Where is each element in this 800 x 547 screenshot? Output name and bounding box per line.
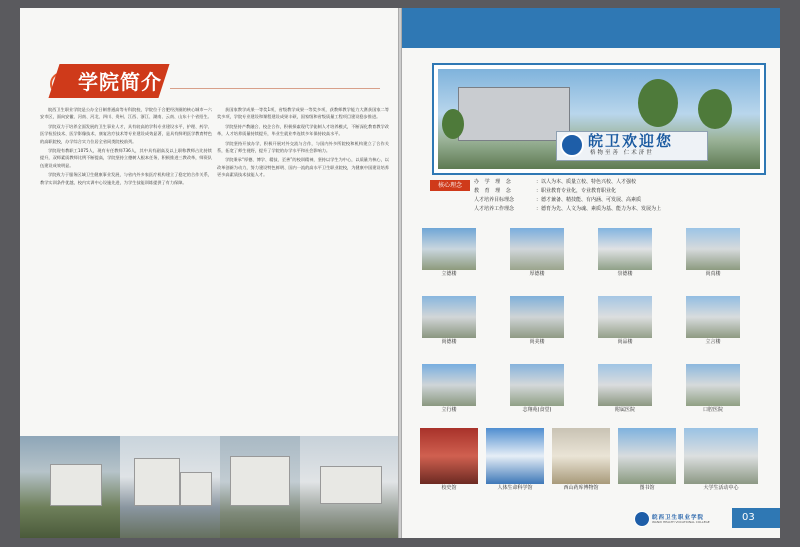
- building-photo: [422, 228, 476, 270]
- philosophy-value: 德才兼备、精技能、有内涵、可发展、高素质: [541, 197, 642, 203]
- tree-shape: [442, 109, 464, 139]
- philosophy-label: 核心理念: [430, 180, 470, 191]
- paragraph: 学院坚持产教融合、校企合作，积极探索现代学徒制人才培养模式，不断深化教育教学改革，人才培养质量持续提升，毕业生就业率连续多年保持较高水平。: [217, 123, 389, 137]
- building-photo: [598, 228, 652, 270]
- footer-college-name: 皖西卫生职业学院: [652, 515, 705, 521]
- philosophy-row: [474, 187, 774, 196]
- philosophy-list: [474, 178, 774, 214]
- facility-photo: [684, 428, 758, 484]
- building-photo: [510, 296, 564, 338]
- philosophy-colon: ：: [536, 188, 542, 194]
- campus-photo: [120, 436, 220, 538]
- building-shape: [320, 466, 382, 504]
- building-shape: [180, 472, 212, 506]
- gallery-item: [686, 364, 740, 412]
- gallery-item: [510, 228, 564, 276]
- philosophy-colon: ：: [536, 179, 542, 185]
- building-photo: [686, 296, 740, 338]
- facility-photo: [552, 428, 610, 484]
- philosophy-key: 人才培养目标理念: [474, 197, 515, 203]
- building-shape: [458, 87, 570, 141]
- gallery-item: [598, 364, 652, 412]
- gallery-caption: 附属医院: [614, 407, 635, 413]
- paragraph: 学院双力于培养全面发展的卫生事业人才，具有较高的学科专业建设水平，护理、药学、医学检验技术、医学影像技术、康复治疗技术等专业建设成效显著，是具有鲜明医学教育特色的高职院校，办学综合实力位居全省同类院校前列。: [40, 123, 212, 144]
- intro-column-1: [40, 106, 212, 188]
- building-shape: [134, 458, 180, 506]
- building-photo: [686, 364, 740, 406]
- building-photo: [422, 296, 476, 338]
- gallery-caption: 立言楼: [705, 339, 721, 345]
- gallery-item: [422, 296, 476, 344]
- facility-item: [618, 428, 676, 500]
- welcome-sign-text: 皖卫欢迎您: [588, 132, 674, 150]
- gallery-caption: 口腔医院: [702, 407, 723, 413]
- paragraph: 获国家教学成果一等奖1项，省级教学成果一等奖多项，获教师教学能力大赛获国家二等奖多项，学院专业建设和课程建设成果丰硕，国家级和省级质量工程项目建设稳步推进。: [217, 107, 389, 120]
- building-photo: [598, 296, 652, 338]
- intro-column-2: [217, 106, 389, 181]
- gallery-caption: 尚德楼: [441, 339, 457, 345]
- header-band: [402, 8, 780, 48]
- gallery-caption: 厚德楼: [529, 271, 545, 277]
- paragraph: 学院坚持开放办学，积极开展对外交流与合作，与国内外多所院校和机构建立了合作关系，拓宽了师生视野，提升了学院的办学水平和社会影响力。: [217, 140, 389, 154]
- hero-photo-frame: [432, 63, 766, 175]
- philosophy-key: 教 育 理 念: [474, 188, 513, 194]
- facility-photo: [486, 428, 544, 484]
- philosophy-value: 职业教育专业化，专业教育职业化: [541, 188, 617, 194]
- building-shape: [230, 456, 290, 506]
- facility-caption: 图书馆: [639, 485, 655, 491]
- gallery-caption: 尚美楼: [529, 339, 545, 345]
- philosophy-row: [474, 178, 774, 187]
- facility-item: [684, 428, 758, 500]
- facility-photo-strip: [402, 428, 780, 500]
- paragraph: 学院致力于服务区域卫生健康事业发展，与省内外多家医疗机构建立了稳定的合作关系，教学实训条件优越，校内实训中心设施先进，为学生技能训练提供了有力保障。: [40, 172, 212, 185]
- gallery-item: [422, 364, 476, 412]
- facility-caption: 校史馆: [441, 485, 457, 491]
- facility-caption: 人体生命科学馆: [497, 485, 533, 491]
- philosophy-value: 德育为先、人文为魂、素质为基、能力为本、发展为上: [541, 206, 662, 212]
- philosophy-row: [474, 196, 774, 205]
- gallery-item: [510, 364, 564, 412]
- gallery-item: [686, 228, 740, 276]
- hero-photo: [438, 69, 760, 169]
- building-photo: [598, 364, 652, 406]
- facility-item: [420, 428, 478, 500]
- tree-shape: [638, 79, 678, 127]
- gallery-item: [598, 296, 652, 344]
- page-title: 学院简介: [78, 70, 162, 94]
- building-shape: [50, 464, 102, 506]
- campus-photo: [220, 436, 300, 538]
- gallery-item: [422, 228, 476, 276]
- college-logo-icon: [634, 511, 650, 527]
- campus-photo: [300, 436, 398, 538]
- facility-caption: 西山药库博物馆: [563, 485, 599, 491]
- gallery-caption: 尚真楼: [705, 271, 721, 277]
- facility-photo: [420, 428, 478, 484]
- philosophy-value: 以人为本、质量立校、特色兴校、人才强校: [541, 179, 637, 185]
- left-page: [20, 8, 398, 538]
- campus-photo-strip: [20, 436, 398, 538]
- building-photo: [422, 364, 476, 406]
- footer-college-english-name: WANXI HEALTH VOCATIONAL COLLEGE: [652, 520, 710, 524]
- college-logo-icon: [560, 133, 584, 157]
- gallery-caption: 志翔苑(食堂): [522, 407, 552, 413]
- gallery-item: [598, 228, 652, 276]
- gallery-caption: 尚品楼: [617, 339, 633, 345]
- facility-caption: 大学生活动中心: [703, 485, 739, 491]
- facility-item: [552, 428, 610, 500]
- gallery-item: [686, 296, 740, 344]
- gallery-caption: 崇德楼: [617, 271, 633, 277]
- philosophy-key: 人才培养工作理念: [474, 206, 515, 212]
- facility-item: [486, 428, 544, 500]
- philosophy-colon: ：: [536, 206, 542, 212]
- paragraph: 皖西卫生职业学院是公办全日制普通高等专科院校，学院位于合肥经济圈的核心城市—六安市区，面向安徽、河南、河北、四川、贵州、江西、浙江、湖南、云南、山东十个省招生。: [40, 107, 212, 120]
- page-number: 03: [732, 508, 780, 528]
- gallery-caption: 立行楼: [441, 407, 457, 413]
- building-photo: [510, 228, 564, 270]
- campus-photo: [20, 436, 120, 538]
- gallery-item: [510, 296, 564, 344]
- title-divider: [170, 88, 380, 89]
- right-page: [402, 8, 780, 538]
- building-photo: [686, 228, 740, 270]
- philosophy-key: 办 学 理 念: [474, 179, 513, 185]
- tree-shape: [698, 89, 732, 129]
- philosophy-colon: ：: [536, 197, 542, 203]
- gallery-caption: 立德楼: [441, 271, 457, 277]
- building-photo: [510, 364, 564, 406]
- facility-photo: [618, 428, 676, 484]
- paragraph: 学院现有教职工1075人，现有专任教师736人，其中具有副高及以上职称教师占比持续提升，双师素质教师比例不断提高，学院坚持立德树人根本任务，积极推进三教改革，师资队伍建设成效明显。: [40, 148, 212, 168]
- welcome-sign-motto: 格物至善 仁术济世: [590, 150, 654, 156]
- paragraph: 学院秉承“厚德、博学、精技、至善”的校训精神，坚持以学生为中心，以质量为核心，以改革创新为动力，努力建设特色鲜明、国内一流的高水平卫生职业院校，为健康中国建设培养更多高素质技术技能人才。: [217, 157, 389, 178]
- philosophy-row: [474, 205, 774, 214]
